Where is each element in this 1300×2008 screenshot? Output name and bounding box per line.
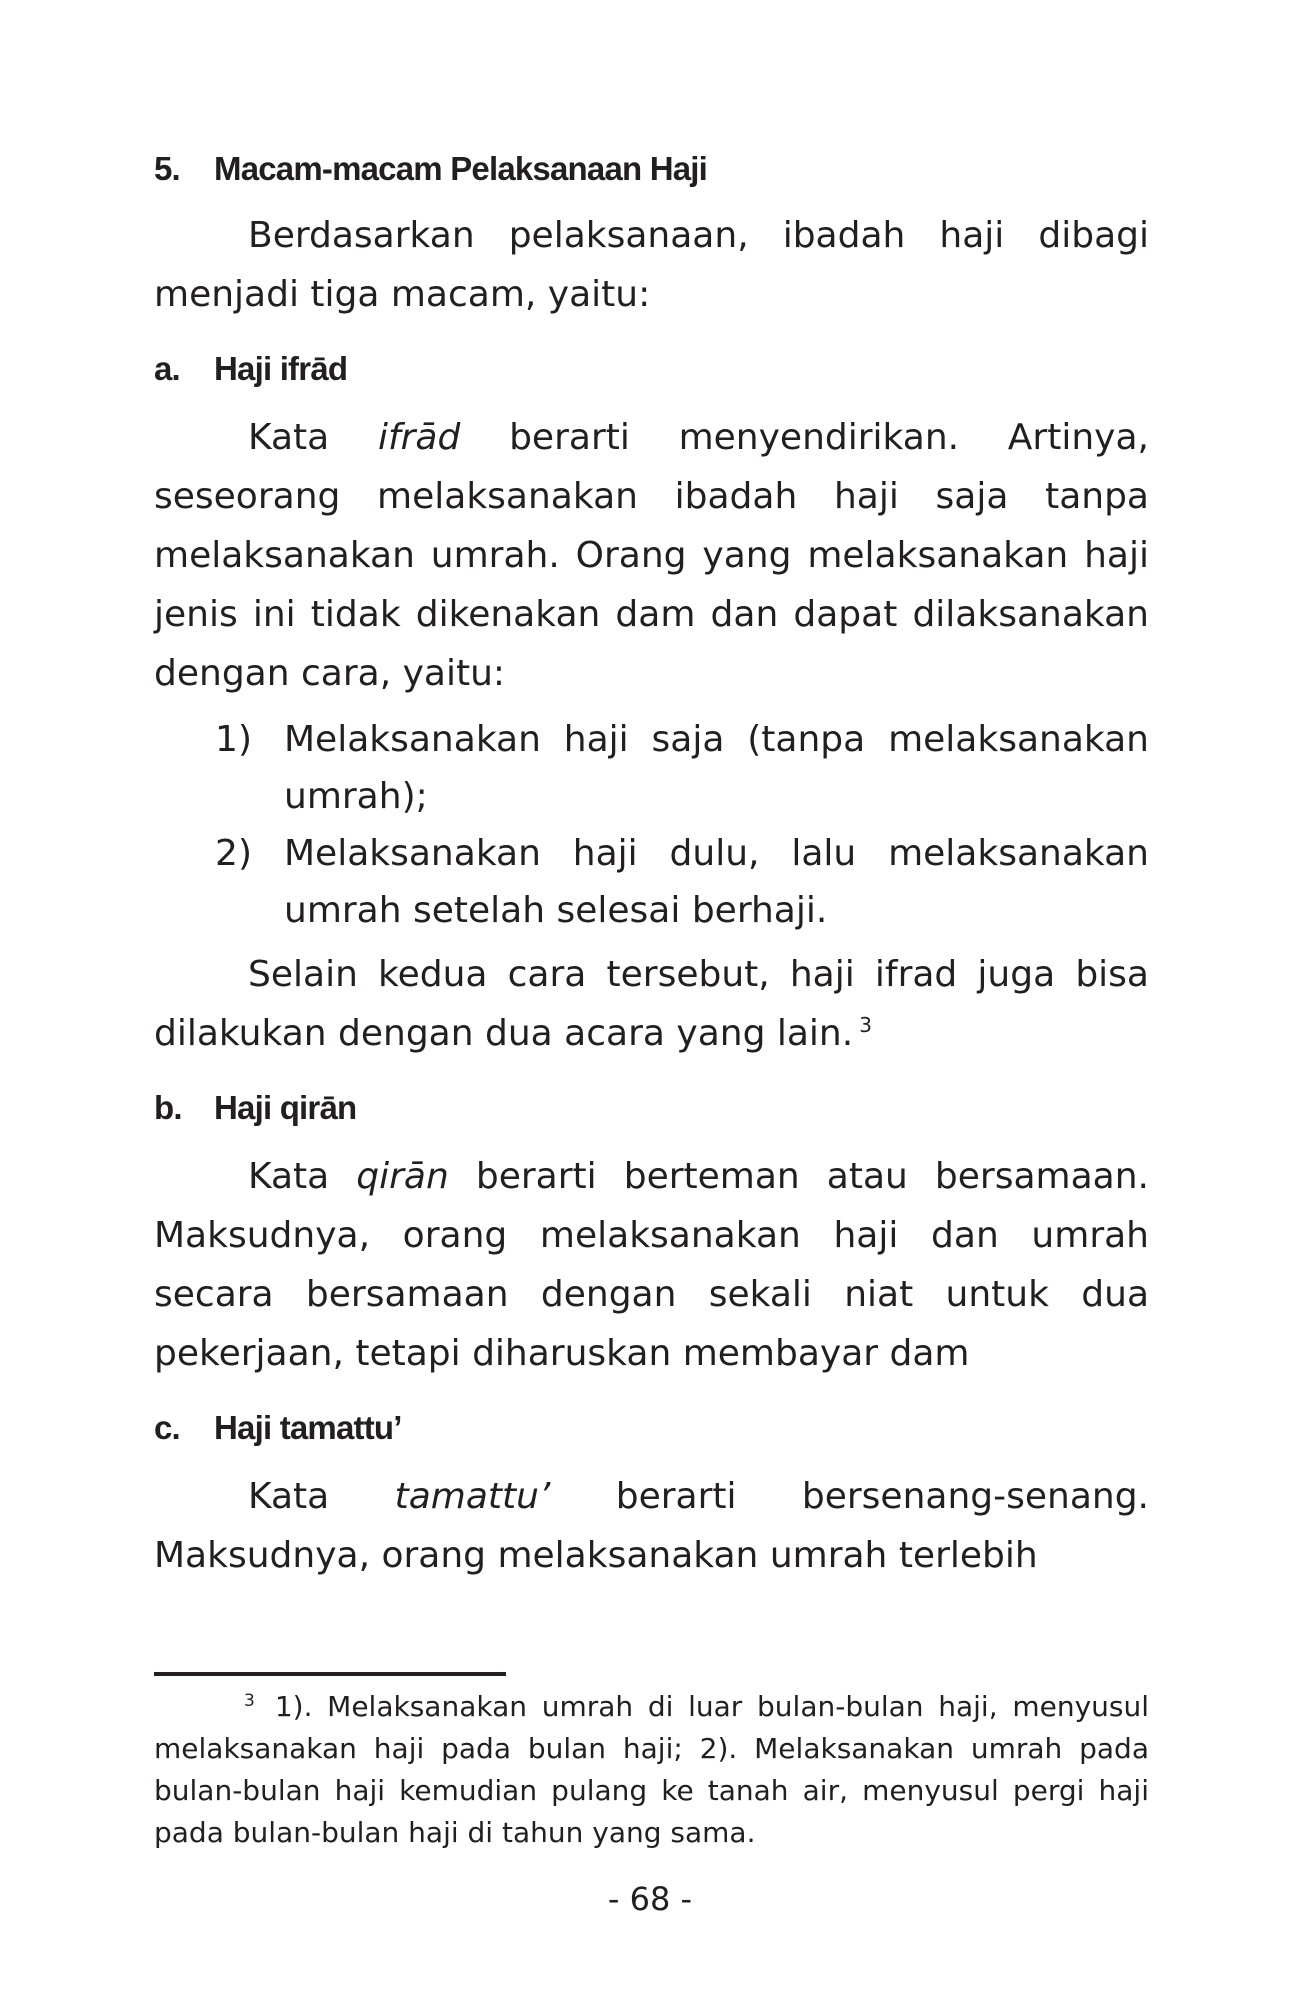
paragraph-lead: Kata [248,1156,330,1197]
term-italic: qirān [356,1156,449,1197]
subsection-heading-ifrad [154,350,1149,388]
term-italic: tamattu’ [394,1476,551,1517]
section-title: Macam-macam Pelaksanaan Haji [214,150,708,187]
paragraph-lead: Kata [248,417,330,458]
closing-paragraph [154,945,1149,1063]
subsection-heading-qiran [154,1089,1149,1127]
subsection-paragraph [154,1147,1149,1383]
subsection-title: Haji ifrād [214,350,348,387]
section-heading [154,150,1149,188]
subsection-paragraph [154,408,1149,703]
list-item-text: Melaksanakan haji dulu, lalu melaksanakan umrah setelah selesai berhaji. [284,833,1149,931]
page-number: - 68 - [607,1880,693,1918]
paragraph-lead: Kata [248,1476,330,1517]
subsection-paragraph [154,1467,1149,1585]
paragraph-text: berarti berteman atau bersamaan. Maksudnya, orang melaksanakan haji dan umrah secara bersamaan dengan sekali niat untuk dua pekerjaan, tetapi diharuskan membayar dam [154,1156,1149,1374]
steps-list [154,711,1149,939]
paragraph-text: berarti menyendirikan. Artinya, seseorang melaksanakan ibadah haji saja tanpa melaksanakan umrah. Orang yang melaksanakan haji jenis ini tidak dikenakan dam dan dapat dilaksanakan dengan cara, yaitu: [154,417,1149,694]
section-number: 5. [154,150,180,187]
list-item-text: Melaksanakan haji saja (tanpa melaksanakan umrah); [284,719,1149,817]
paragraph-text: berarti bersenang-senang. Maksudnya, orang melaksanakan umrah terlebih [154,1476,1149,1576]
subsection-title: Haji tamattu’ [214,1409,402,1446]
footnote [154,1686,1149,1854]
subsection-letter: c. [154,1409,180,1446]
footnote-mark: 3 [244,1690,255,1711]
section-intro: Berdasarkan pelaksanaan, ibadah haji dibagi menjadi tiga macam, yaitu: [154,215,1149,315]
list-marker: 2) [215,833,252,874]
page-content [154,150,1149,1585]
subsection-letter: b. [154,1089,182,1126]
list-marker: 1) [215,719,252,760]
subsection-heading-tamattu [154,1409,1149,1447]
footnote-divider [154,1672,506,1676]
subsection-letter: a. [154,350,180,387]
closing-text: Selain kedua cara tersebut, haji ifrad juga bisa dilakukan dengan dua acara yang lain. [154,954,1149,1054]
list-item [154,825,1149,939]
list-item [154,711,1149,825]
term-italic: ifrād [377,417,461,458]
footnote-reference[interactable]: 3 [859,1013,872,1037]
subsection-title: Haji qirān [214,1089,357,1126]
footnote-text: 1). Melaksanakan umrah di luar bulan-bulan haji, menyusul melaksanakan haji pada bulan haji; 2). Melaksanakan umrah pada bulan-bulan haji kemudian pulang ke tanah air, menyusul pergi haji pada bulan-bulan haji di tahun yang sama. [154,1690,1149,1849]
